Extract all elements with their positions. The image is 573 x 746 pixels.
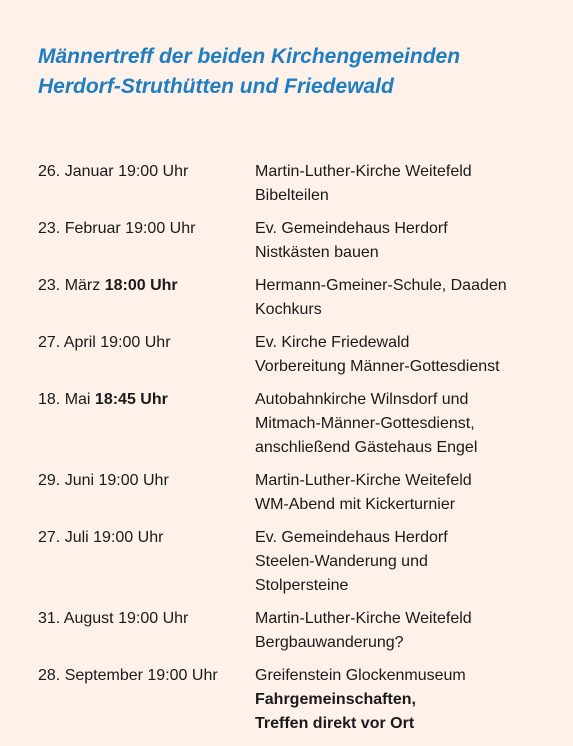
event-datetime: [38, 469, 255, 517]
event-time: 19:00 Uhr: [125, 220, 196, 237]
event-date: 27. April: [38, 334, 96, 351]
event-time: 19:00 Uhr: [93, 529, 164, 546]
event-description: [255, 526, 558, 598]
event-datetime: [38, 388, 255, 460]
event-datetime: [38, 331, 255, 379]
event-description: [255, 217, 558, 265]
event-detail: Nistkästen bauen: [255, 244, 379, 261]
event-location: Hermann-Gmeiner-Schule, Daaden: [255, 277, 507, 294]
event-time: 19:00 Uhr: [118, 163, 189, 180]
event-description: [255, 274, 558, 322]
event-row: [38, 469, 558, 517]
event-row: [38, 388, 558, 460]
event-description: [255, 160, 558, 208]
event-time: 19:00 Uhr: [100, 334, 171, 351]
event-row: [38, 217, 558, 265]
event-location: Ev. Gemeindehaus Herdorf: [255, 220, 448, 237]
event-detail: anschließend Gästehaus Engel: [255, 439, 478, 456]
event-datetime: [38, 526, 255, 598]
event-location: Ev. Kirche Friedewald: [255, 334, 410, 351]
event-date: 23. März: [38, 277, 101, 294]
event-detail: Bibelteilen: [255, 187, 329, 204]
event-detail: Stolpersteine: [255, 577, 349, 594]
event-datetime: [38, 664, 255, 736]
event-location: Greifenstein Glockenmuseum: [255, 667, 466, 684]
event-time: 18:45 Uhr: [94, 391, 168, 408]
title-line-2: Herdorf-Struthütten und Friedewald: [38, 75, 394, 98]
event-time: 19:00 Uhr: [98, 472, 169, 489]
event-detail: Treffen direkt vor Ort: [255, 715, 415, 732]
event-detail: WM-Abend mit Kickerturnier: [255, 496, 456, 513]
event-datetime: [38, 160, 255, 208]
title-line-1: Männertreff der beiden Kirchengemeinden: [38, 45, 461, 68]
event-location: Ev. Gemeindehaus Herdorf: [255, 529, 448, 546]
event-datetime: [38, 217, 255, 265]
event-time: 19:00 Uhr: [118, 610, 189, 627]
event-row: [38, 274, 558, 322]
event-row: [38, 331, 558, 379]
event-description: [255, 607, 558, 655]
event-row: [38, 664, 558, 736]
event-detail: Bergbauwanderung?: [255, 634, 404, 651]
event-time: 19:00 Uhr: [147, 667, 218, 684]
page-title: [38, 42, 460, 102]
event-schedule: [38, 160, 558, 745]
event-description: [255, 469, 558, 517]
event-detail: Kochkurs: [255, 301, 322, 318]
event-datetime: [38, 274, 255, 322]
event-datetime: [38, 607, 255, 655]
event-time: 18:00 Uhr: [104, 277, 178, 294]
event-date: 23. Februar: [38, 220, 121, 237]
event-description: [255, 331, 558, 379]
event-date: 27. Juli: [38, 529, 89, 546]
event-row: [38, 526, 558, 598]
event-description: [255, 664, 558, 736]
event-location: Martin-Luther-Kirche Weitefeld: [255, 610, 472, 627]
event-row: [38, 607, 558, 655]
event-row: [38, 160, 558, 208]
event-location: Autobahnkirche Wilnsdorf und: [255, 391, 469, 408]
event-date: 31. August: [38, 610, 114, 627]
event-location: Martin-Luther-Kirche Weitefeld: [255, 472, 472, 489]
event-detail: Steelen-Wanderung und: [255, 553, 428, 570]
event-date: 26. Januar: [38, 163, 114, 180]
event-date: 28. September: [38, 667, 143, 684]
event-detail: Vorbereitung Männer-Gottesdienst: [255, 358, 500, 375]
event-detail: Mitmach-Männer-Gottesdienst,: [255, 415, 475, 432]
event-detail: Fahrgemeinschaften,: [255, 691, 416, 708]
event-location: Martin-Luther-Kirche Weitefeld: [255, 163, 472, 180]
event-date: 18. Mai: [38, 391, 91, 408]
event-date: 29. Juni: [38, 472, 95, 489]
event-description: [255, 388, 558, 460]
